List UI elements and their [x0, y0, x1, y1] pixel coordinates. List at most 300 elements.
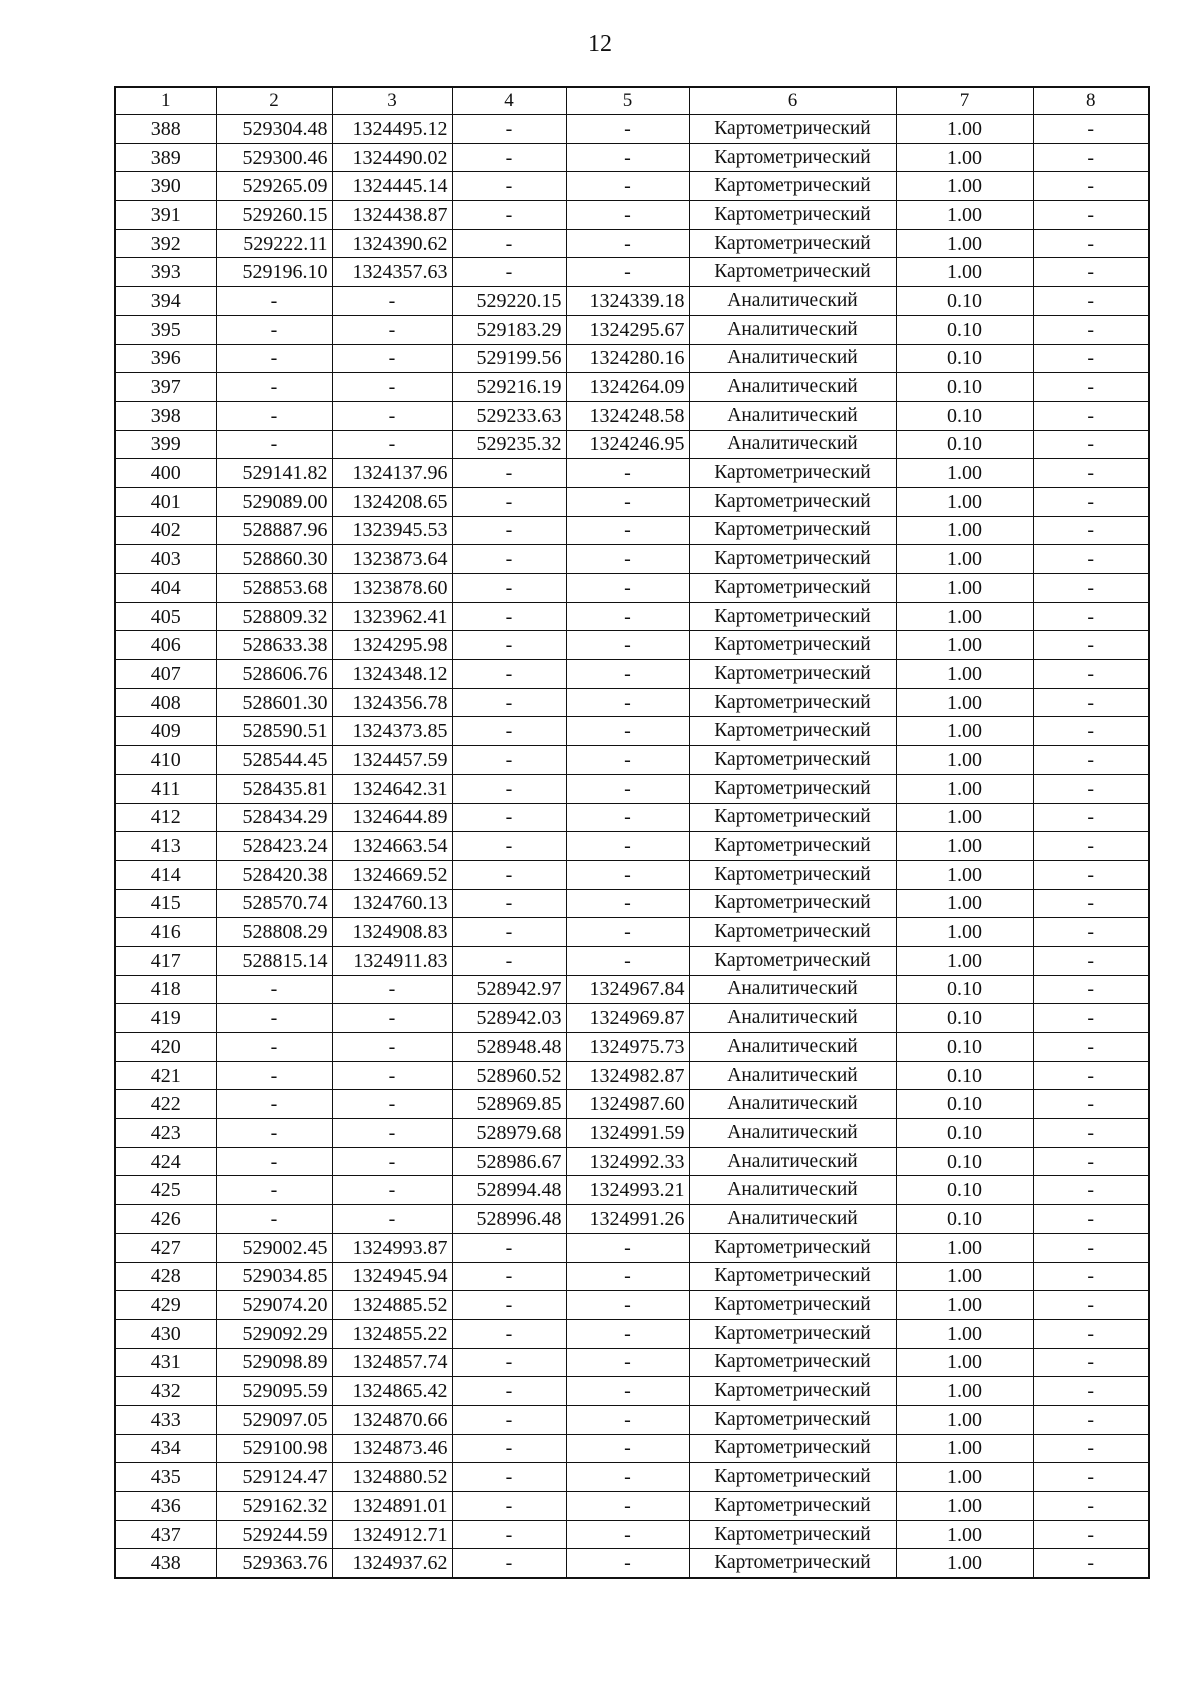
method-cell: Картометрический — [689, 229, 896, 258]
table-row — [115, 143, 1149, 172]
y-coord-alt-cell: - — [566, 717, 689, 746]
method-cell: Картометрический — [689, 545, 896, 574]
point-number-cell: 423 — [115, 1119, 216, 1148]
y-coord-cell: 1324885.52 — [332, 1291, 452, 1320]
y-coord-cell: - — [332, 430, 452, 459]
method-cell: Картометрический — [689, 516, 896, 545]
note-cell: - — [1033, 1233, 1149, 1262]
x-coord-cell: 528860.30 — [216, 545, 332, 574]
table-row — [115, 115, 1149, 144]
y-coord-alt-cell: - — [566, 172, 689, 201]
y-coord-alt-cell: - — [566, 1492, 689, 1521]
point-number-cell: 418 — [115, 975, 216, 1004]
y-coord-alt-cell: - — [566, 1377, 689, 1406]
x-coord-cell: 528435.81 — [216, 774, 332, 803]
note-cell: - — [1033, 574, 1149, 603]
table-row — [115, 201, 1149, 230]
table-row — [115, 860, 1149, 889]
accuracy-cell: 1.00 — [896, 229, 1033, 258]
y-coord-alt-cell: - — [566, 545, 689, 574]
note-cell: - — [1033, 229, 1149, 258]
table-row — [115, 717, 1149, 746]
point-number-cell: 427 — [115, 1233, 216, 1262]
note-cell: - — [1033, 344, 1149, 373]
x-coord-alt-cell: - — [452, 459, 566, 488]
method-cell: Аналитический — [689, 1147, 896, 1176]
y-coord-alt-cell: - — [566, 946, 689, 975]
y-coord-cell: 1324137.96 — [332, 459, 452, 488]
header-cell: 8 — [1033, 87, 1149, 115]
x-coord-cell: 529100.98 — [216, 1434, 332, 1463]
table-row — [115, 229, 1149, 258]
point-number-cell: 391 — [115, 201, 216, 230]
y-coord-cell: 1324760.13 — [332, 889, 452, 918]
point-number-cell: 433 — [115, 1405, 216, 1434]
method-cell: Аналитический — [689, 1176, 896, 1205]
x-coord-cell: - — [216, 1004, 332, 1033]
method-cell: Аналитический — [689, 1119, 896, 1148]
y-coord-alt-cell: - — [566, 746, 689, 775]
accuracy-cell: 1.00 — [896, 516, 1033, 545]
point-number-cell: 426 — [115, 1205, 216, 1234]
note-cell: - — [1033, 1061, 1149, 1090]
x-coord-cell: 528887.96 — [216, 516, 332, 545]
x-coord-cell: 529141.82 — [216, 459, 332, 488]
y-coord-alt-cell: - — [566, 459, 689, 488]
accuracy-cell: 1.00 — [896, 1520, 1033, 1549]
method-cell: Картометрический — [689, 889, 896, 918]
y-coord-cell: 1324855.22 — [332, 1319, 452, 1348]
method-cell: Картометрический — [689, 115, 896, 144]
note-cell: - — [1033, 201, 1149, 230]
y-coord-alt-cell: 1324969.87 — [566, 1004, 689, 1033]
y-coord-alt-cell: - — [566, 1233, 689, 1262]
method-cell: Картометрический — [689, 1549, 896, 1578]
y-coord-cell: 1324445.14 — [332, 172, 452, 201]
x-coord-alt-cell: - — [452, 574, 566, 603]
y-coord-alt-cell: 1324339.18 — [566, 287, 689, 316]
table-row — [115, 1434, 1149, 1463]
method-cell: Картометрический — [689, 660, 896, 689]
x-coord-cell: - — [216, 1090, 332, 1119]
table-row — [115, 1205, 1149, 1234]
header-cell: 3 — [332, 87, 452, 115]
x-coord-alt-cell: - — [452, 1262, 566, 1291]
accuracy-cell: 1.00 — [896, 201, 1033, 230]
x-coord-alt-cell: - — [452, 1463, 566, 1492]
y-coord-cell: - — [332, 401, 452, 430]
y-coord-alt-cell: 1324295.67 — [566, 315, 689, 344]
note-cell: - — [1033, 889, 1149, 918]
y-coord-alt-cell: - — [566, 832, 689, 861]
x-coord-alt-cell: - — [452, 516, 566, 545]
method-cell: Аналитический — [689, 287, 896, 316]
y-coord-alt-cell: - — [566, 1549, 689, 1578]
y-coord-alt-cell: - — [566, 1520, 689, 1549]
point-number-cell: 400 — [115, 459, 216, 488]
accuracy-cell: 1.00 — [896, 889, 1033, 918]
table-row — [115, 946, 1149, 975]
x-coord-cell: 528809.32 — [216, 602, 332, 631]
x-coord-cell: 528633.38 — [216, 631, 332, 660]
table-row — [115, 1233, 1149, 1262]
method-cell: Картометрический — [689, 1463, 896, 1492]
x-coord-alt-cell: 528979.68 — [452, 1119, 566, 1148]
point-number-cell: 431 — [115, 1348, 216, 1377]
point-number-cell: 417 — [115, 946, 216, 975]
y-coord-cell: 1324373.85 — [332, 717, 452, 746]
y-coord-cell: 1324495.12 — [332, 115, 452, 144]
point-number-cell: 399 — [115, 430, 216, 459]
point-number-cell: 436 — [115, 1492, 216, 1521]
y-coord-cell: 1324937.62 — [332, 1549, 452, 1578]
y-coord-alt-cell: - — [566, 803, 689, 832]
x-coord-cell: 528434.29 — [216, 803, 332, 832]
y-coord-cell: - — [332, 975, 452, 1004]
note-cell: - — [1033, 258, 1149, 287]
y-coord-alt-cell: - — [566, 487, 689, 516]
table-row — [115, 1348, 1149, 1377]
accuracy-cell: 1.00 — [896, 803, 1033, 832]
note-cell: - — [1033, 1377, 1149, 1406]
y-coord-cell: 1324208.65 — [332, 487, 452, 516]
x-coord-alt-cell: 529216.19 — [452, 373, 566, 402]
note-cell: - — [1033, 602, 1149, 631]
note-cell: - — [1033, 1004, 1149, 1033]
y-coord-cell: 1323945.53 — [332, 516, 452, 545]
accuracy-cell: 0.10 — [896, 1033, 1033, 1062]
table-row — [115, 1319, 1149, 1348]
method-cell: Картометрический — [689, 1377, 896, 1406]
accuracy-cell: 1.00 — [896, 1463, 1033, 1492]
note-cell: - — [1033, 1262, 1149, 1291]
x-coord-alt-cell: 529233.63 — [452, 401, 566, 430]
header-cell: 2 — [216, 87, 332, 115]
note-cell: - — [1033, 717, 1149, 746]
x-coord-alt-cell: 528942.03 — [452, 1004, 566, 1033]
method-cell: Картометрический — [689, 774, 896, 803]
table-row — [115, 832, 1149, 861]
y-coord-alt-cell: - — [566, 1348, 689, 1377]
y-coord-cell: 1324880.52 — [332, 1463, 452, 1492]
x-coord-alt-cell: - — [452, 1405, 566, 1434]
y-coord-alt-cell: - — [566, 688, 689, 717]
accuracy-cell: 1.00 — [896, 258, 1033, 287]
x-coord-cell: 528815.14 — [216, 946, 332, 975]
accuracy-cell: 1.00 — [896, 774, 1033, 803]
x-coord-alt-cell: - — [452, 774, 566, 803]
method-cell: Картометрический — [689, 832, 896, 861]
point-number-cell: 434 — [115, 1434, 216, 1463]
accuracy-cell: 0.10 — [896, 1205, 1033, 1234]
x-coord-cell: 529074.20 — [216, 1291, 332, 1320]
point-number-cell: 388 — [115, 115, 216, 144]
y-coord-alt-cell: 1324982.87 — [566, 1061, 689, 1090]
accuracy-cell: 0.10 — [896, 373, 1033, 402]
note-cell: - — [1033, 1119, 1149, 1148]
y-coord-cell: 1324857.74 — [332, 1348, 452, 1377]
note-cell: - — [1033, 1405, 1149, 1434]
table-row — [115, 1463, 1149, 1492]
note-cell: - — [1033, 373, 1149, 402]
method-cell: Картометрический — [689, 860, 896, 889]
x-coord-cell: - — [216, 1176, 332, 1205]
x-coord-alt-cell: - — [452, 832, 566, 861]
accuracy-cell: 1.00 — [896, 1319, 1033, 1348]
table-row — [115, 344, 1149, 373]
accuracy-cell: 1.00 — [896, 832, 1033, 861]
point-number-cell: 429 — [115, 1291, 216, 1320]
point-number-cell: 416 — [115, 918, 216, 947]
y-coord-cell: 1324295.98 — [332, 631, 452, 660]
y-coord-alt-cell: - — [566, 1291, 689, 1320]
y-coord-alt-cell: - — [566, 918, 689, 947]
x-coord-alt-cell: - — [452, 746, 566, 775]
note-cell: - — [1033, 430, 1149, 459]
point-number-cell: 404 — [115, 574, 216, 603]
note-cell: - — [1033, 115, 1149, 144]
accuracy-cell: 1.00 — [896, 1262, 1033, 1291]
y-coord-cell: 1324663.54 — [332, 832, 452, 861]
note-cell: - — [1033, 401, 1149, 430]
table-row — [115, 1033, 1149, 1062]
accuracy-cell: 1.00 — [896, 746, 1033, 775]
y-coord-cell: 1324873.46 — [332, 1434, 452, 1463]
point-number-cell: 398 — [115, 401, 216, 430]
x-coord-cell: 528544.45 — [216, 746, 332, 775]
method-cell: Картометрический — [689, 631, 896, 660]
accuracy-cell: 0.10 — [896, 975, 1033, 1004]
x-coord-alt-cell: 529235.32 — [452, 430, 566, 459]
y-coord-cell: - — [332, 287, 452, 316]
y-coord-alt-cell: 1324967.84 — [566, 975, 689, 1004]
x-coord-cell: - — [216, 975, 332, 1004]
accuracy-cell: 1.00 — [896, 574, 1033, 603]
point-number-cell: 389 — [115, 143, 216, 172]
header-cell: 1 — [115, 87, 216, 115]
y-coord-cell: 1323878.60 — [332, 574, 452, 603]
method-cell: Картометрический — [689, 1348, 896, 1377]
accuracy-cell: 0.10 — [896, 1061, 1033, 1090]
x-coord-cell: 528808.29 — [216, 918, 332, 947]
x-coord-cell: - — [216, 1061, 332, 1090]
point-number-cell: 408 — [115, 688, 216, 717]
accuracy-cell: 1.00 — [896, 487, 1033, 516]
table-row — [115, 172, 1149, 201]
table-row — [115, 631, 1149, 660]
x-coord-cell: 528570.74 — [216, 889, 332, 918]
point-number-cell: 419 — [115, 1004, 216, 1033]
x-coord-cell: - — [216, 1147, 332, 1176]
coordinates-table — [114, 86, 1150, 1579]
table-row — [115, 803, 1149, 832]
y-coord-cell: 1324865.42 — [332, 1377, 452, 1406]
y-coord-alt-cell: - — [566, 516, 689, 545]
point-number-cell: 394 — [115, 287, 216, 316]
y-coord-cell: 1324642.31 — [332, 774, 452, 803]
note-cell: - — [1033, 459, 1149, 488]
x-coord-alt-cell: 528986.67 — [452, 1147, 566, 1176]
point-number-cell: 430 — [115, 1319, 216, 1348]
point-number-cell: 407 — [115, 660, 216, 689]
point-number-cell: 421 — [115, 1061, 216, 1090]
header-cell: 7 — [896, 87, 1033, 115]
point-number-cell: 403 — [115, 545, 216, 574]
x-coord-alt-cell: - — [452, 1549, 566, 1578]
point-number-cell: 425 — [115, 1176, 216, 1205]
x-coord-cell: 529304.48 — [216, 115, 332, 144]
method-cell: Аналитический — [689, 373, 896, 402]
x-coord-alt-cell: - — [452, 1348, 566, 1377]
x-coord-alt-cell: - — [452, 660, 566, 689]
method-cell: Картометрический — [689, 574, 896, 603]
x-coord-cell: 529162.32 — [216, 1492, 332, 1521]
x-coord-cell: 529300.46 — [216, 143, 332, 172]
y-coord-cell: - — [332, 1061, 452, 1090]
y-coord-cell: 1324644.89 — [332, 803, 452, 832]
y-coord-cell: 1324490.02 — [332, 143, 452, 172]
method-cell: Картометрический — [689, 143, 896, 172]
point-number-cell: 438 — [115, 1549, 216, 1578]
note-cell: - — [1033, 1319, 1149, 1348]
method-cell: Картометрический — [689, 746, 896, 775]
table-row — [115, 1377, 1149, 1406]
method-cell: Картометрический — [689, 459, 896, 488]
method-cell: Картометрический — [689, 602, 896, 631]
x-coord-alt-cell: - — [452, 717, 566, 746]
y-coord-alt-cell: - — [566, 860, 689, 889]
note-cell: - — [1033, 1434, 1149, 1463]
y-coord-alt-cell: - — [566, 774, 689, 803]
y-coord-alt-cell: 1324248.58 — [566, 401, 689, 430]
y-coord-alt-cell: 1324246.95 — [566, 430, 689, 459]
y-coord-cell: 1324390.62 — [332, 229, 452, 258]
x-coord-cell: - — [216, 1033, 332, 1062]
accuracy-cell: 1.00 — [896, 860, 1033, 889]
table-row — [115, 1492, 1149, 1521]
y-coord-cell: - — [332, 1205, 452, 1234]
table-row — [115, 746, 1149, 775]
x-coord-alt-cell: - — [452, 1520, 566, 1549]
x-coord-alt-cell: - — [452, 1319, 566, 1348]
accuracy-cell: 0.10 — [896, 1147, 1033, 1176]
accuracy-cell: 1.00 — [896, 115, 1033, 144]
x-coord-alt-cell: 528996.48 — [452, 1205, 566, 1234]
table-row — [115, 258, 1149, 287]
y-coord-alt-cell: 1324264.09 — [566, 373, 689, 402]
table-row — [115, 459, 1149, 488]
accuracy-cell: 1.00 — [896, 143, 1033, 172]
accuracy-cell: 1.00 — [896, 602, 1033, 631]
table-row — [115, 918, 1149, 947]
x-coord-alt-cell: - — [452, 487, 566, 516]
accuracy-cell: 1.00 — [896, 1377, 1033, 1406]
point-number-cell: 413 — [115, 832, 216, 861]
note-cell: - — [1033, 1520, 1149, 1549]
point-number-cell: 397 — [115, 373, 216, 402]
y-coord-cell: - — [332, 1090, 452, 1119]
x-coord-cell: 529092.29 — [216, 1319, 332, 1348]
point-number-cell: 422 — [115, 1090, 216, 1119]
method-cell: Картометрический — [689, 1520, 896, 1549]
accuracy-cell: 0.10 — [896, 1004, 1033, 1033]
note-cell: - — [1033, 1147, 1149, 1176]
x-coord-alt-cell: - — [452, 1233, 566, 1262]
accuracy-cell: 1.00 — [896, 1348, 1033, 1377]
x-coord-alt-cell: - — [452, 803, 566, 832]
table-row — [115, 574, 1149, 603]
point-number-cell: 415 — [115, 889, 216, 918]
header-cell: 4 — [452, 87, 566, 115]
table-row — [115, 688, 1149, 717]
table-row — [115, 1004, 1149, 1033]
point-number-cell: 396 — [115, 344, 216, 373]
x-coord-alt-cell: 528960.52 — [452, 1061, 566, 1090]
y-coord-cell: 1324669.52 — [332, 860, 452, 889]
accuracy-cell: 0.10 — [896, 1090, 1033, 1119]
table-row — [115, 430, 1149, 459]
method-cell: Картометрический — [689, 803, 896, 832]
x-coord-alt-cell: - — [452, 602, 566, 631]
method-cell: Картометрический — [689, 1291, 896, 1320]
y-coord-cell: - — [332, 1119, 452, 1148]
x-coord-alt-cell: - — [452, 258, 566, 287]
y-coord-cell: 1324357.63 — [332, 258, 452, 287]
x-coord-alt-cell: - — [452, 1291, 566, 1320]
note-cell: - — [1033, 975, 1149, 1004]
y-coord-cell: - — [332, 1004, 452, 1033]
table-row — [115, 545, 1149, 574]
y-coord-alt-cell: - — [566, 1405, 689, 1434]
x-coord-alt-cell: - — [452, 143, 566, 172]
note-cell: - — [1033, 803, 1149, 832]
table-row — [115, 1176, 1149, 1205]
note-cell: - — [1033, 832, 1149, 861]
accuracy-cell: 0.10 — [896, 287, 1033, 316]
x-coord-alt-cell: - — [452, 1377, 566, 1406]
note-cell: - — [1033, 1090, 1149, 1119]
note-cell: - — [1033, 315, 1149, 344]
point-number-cell: 393 — [115, 258, 216, 287]
point-number-cell: 435 — [115, 1463, 216, 1492]
y-coord-cell: 1324945.94 — [332, 1262, 452, 1291]
method-cell: Аналитический — [689, 1061, 896, 1090]
note-cell: - — [1033, 1492, 1149, 1521]
x-coord-cell: 529098.89 — [216, 1348, 332, 1377]
x-coord-alt-cell: 529183.29 — [452, 315, 566, 344]
table-row — [115, 1520, 1149, 1549]
x-coord-cell: 529124.47 — [216, 1463, 332, 1492]
table-row — [115, 1291, 1149, 1320]
accuracy-cell: 0.10 — [896, 401, 1033, 430]
x-coord-cell: 529097.05 — [216, 1405, 332, 1434]
point-number-cell: 437 — [115, 1520, 216, 1549]
accuracy-cell: 0.10 — [896, 315, 1033, 344]
note-cell: - — [1033, 287, 1149, 316]
method-cell: Аналитический — [689, 401, 896, 430]
x-coord-alt-cell: 528948.48 — [452, 1033, 566, 1062]
accuracy-cell: 0.10 — [896, 430, 1033, 459]
x-coord-alt-cell: - — [452, 918, 566, 947]
accuracy-cell: 1.00 — [896, 459, 1033, 488]
x-coord-alt-cell: - — [452, 201, 566, 230]
x-coord-cell: 528423.24 — [216, 832, 332, 861]
x-coord-cell: 529260.15 — [216, 201, 332, 230]
y-coord-cell: 1324438.87 — [332, 201, 452, 230]
y-coord-alt-cell: 1324975.73 — [566, 1033, 689, 1062]
y-coord-alt-cell: 1324280.16 — [566, 344, 689, 373]
table-row — [115, 1061, 1149, 1090]
